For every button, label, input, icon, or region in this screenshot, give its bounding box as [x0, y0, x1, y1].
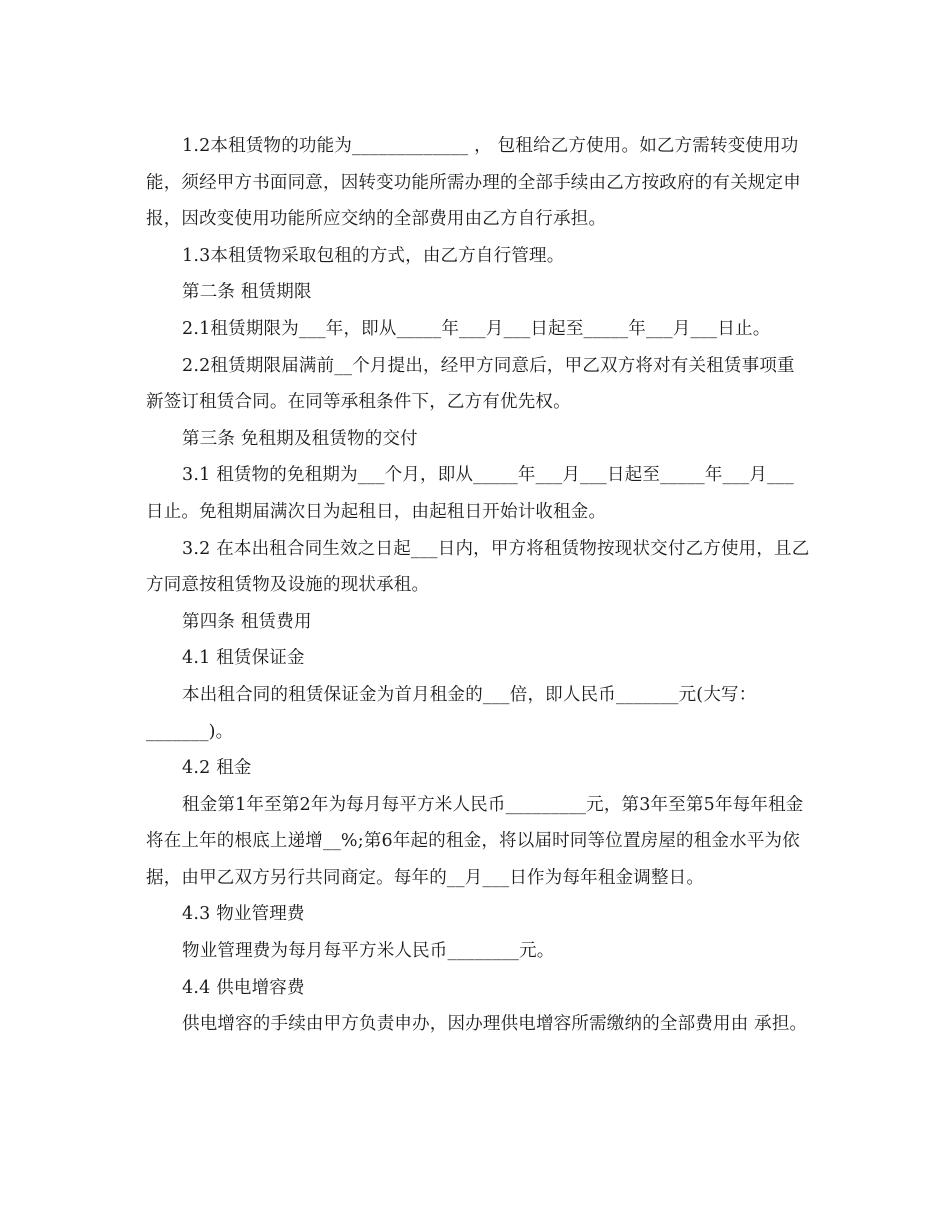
- clause-4-1-body: 本出租合同的租赁保证金为首月租金的___倍，即人民币_______元(大写：_______)。: [146, 684, 757, 742]
- clause-4-1-heading: 4.1 租赁保证金: [182, 648, 305, 669]
- clause-2-2: 2.2租赁期限届满前__个月提出，经甲方同意后，甲乙双方将对有关租赁事项重新签订租赁合同。在同等承租条件下，乙方有优先权。: [146, 355, 795, 413]
- clause-2-1: 2.1租赁期限为___年，即从_____年___月___日起至_____年___月___日止。: [182, 318, 771, 339]
- clause-4-3-heading: 4.3 物业管理费: [182, 904, 305, 925]
- clause-3-1: 3.1 租赁物的免租期为___个月，即从_____年___月___日起至_____年___月___日止。免租期届满次日为起租日，由起租日开始计收租金。: [146, 465, 794, 522]
- clause-4-4-body: 供电增容的手续由甲方负责申办，因办理供电增容所需缴纳的全部费用由 承担。: [182, 1014, 808, 1035]
- clause-1-2: 1.2本租赁物的功能为_____________ ， 包租给乙方使用。如乙方需转变使用功能，须经甲方书面同意，因转变功能所需办理的全部手续由乙方按政府的有关规定申报，因改变使用功能所应交纳的全部费用由乙方自行承担。: [146, 136, 801, 230]
- clause-4-2-heading: 4.2 租金: [182, 758, 252, 779]
- article-2-heading: 第二条 租赁期限: [182, 282, 312, 303]
- clause-4-2-body: 租金第1年至第2年为每月每平方米人民币_________元，第3年至第5年每年租金将在上年的根底上递增__%;第6年起的租金，将以届时同等位置房屋的租金水平为依据，由甲乙双方另行共同商定。每年的__月___日作为每年租金调整日。: [146, 794, 804, 888]
- clause-3-2: 3.2 在本出租合同生效之日起___日内，甲方将租赁物按现状交付乙方使用，且乙方同意按租赁物及设施的现状承租。: [146, 538, 810, 596]
- clause-4-4-heading: 4.4 供电增容费: [182, 977, 305, 998]
- clause-1-3: 1.3本租赁物采取包租的方式，由乙方自行管理。: [182, 245, 565, 266]
- article-4-heading: 第四条 租赁费用: [182, 611, 312, 632]
- clause-4-3-body: 物业管理费为每月每平方米人民币________元。: [182, 941, 555, 962]
- article-3-heading: 第三条 免租期及租赁物的交付: [182, 428, 418, 449]
